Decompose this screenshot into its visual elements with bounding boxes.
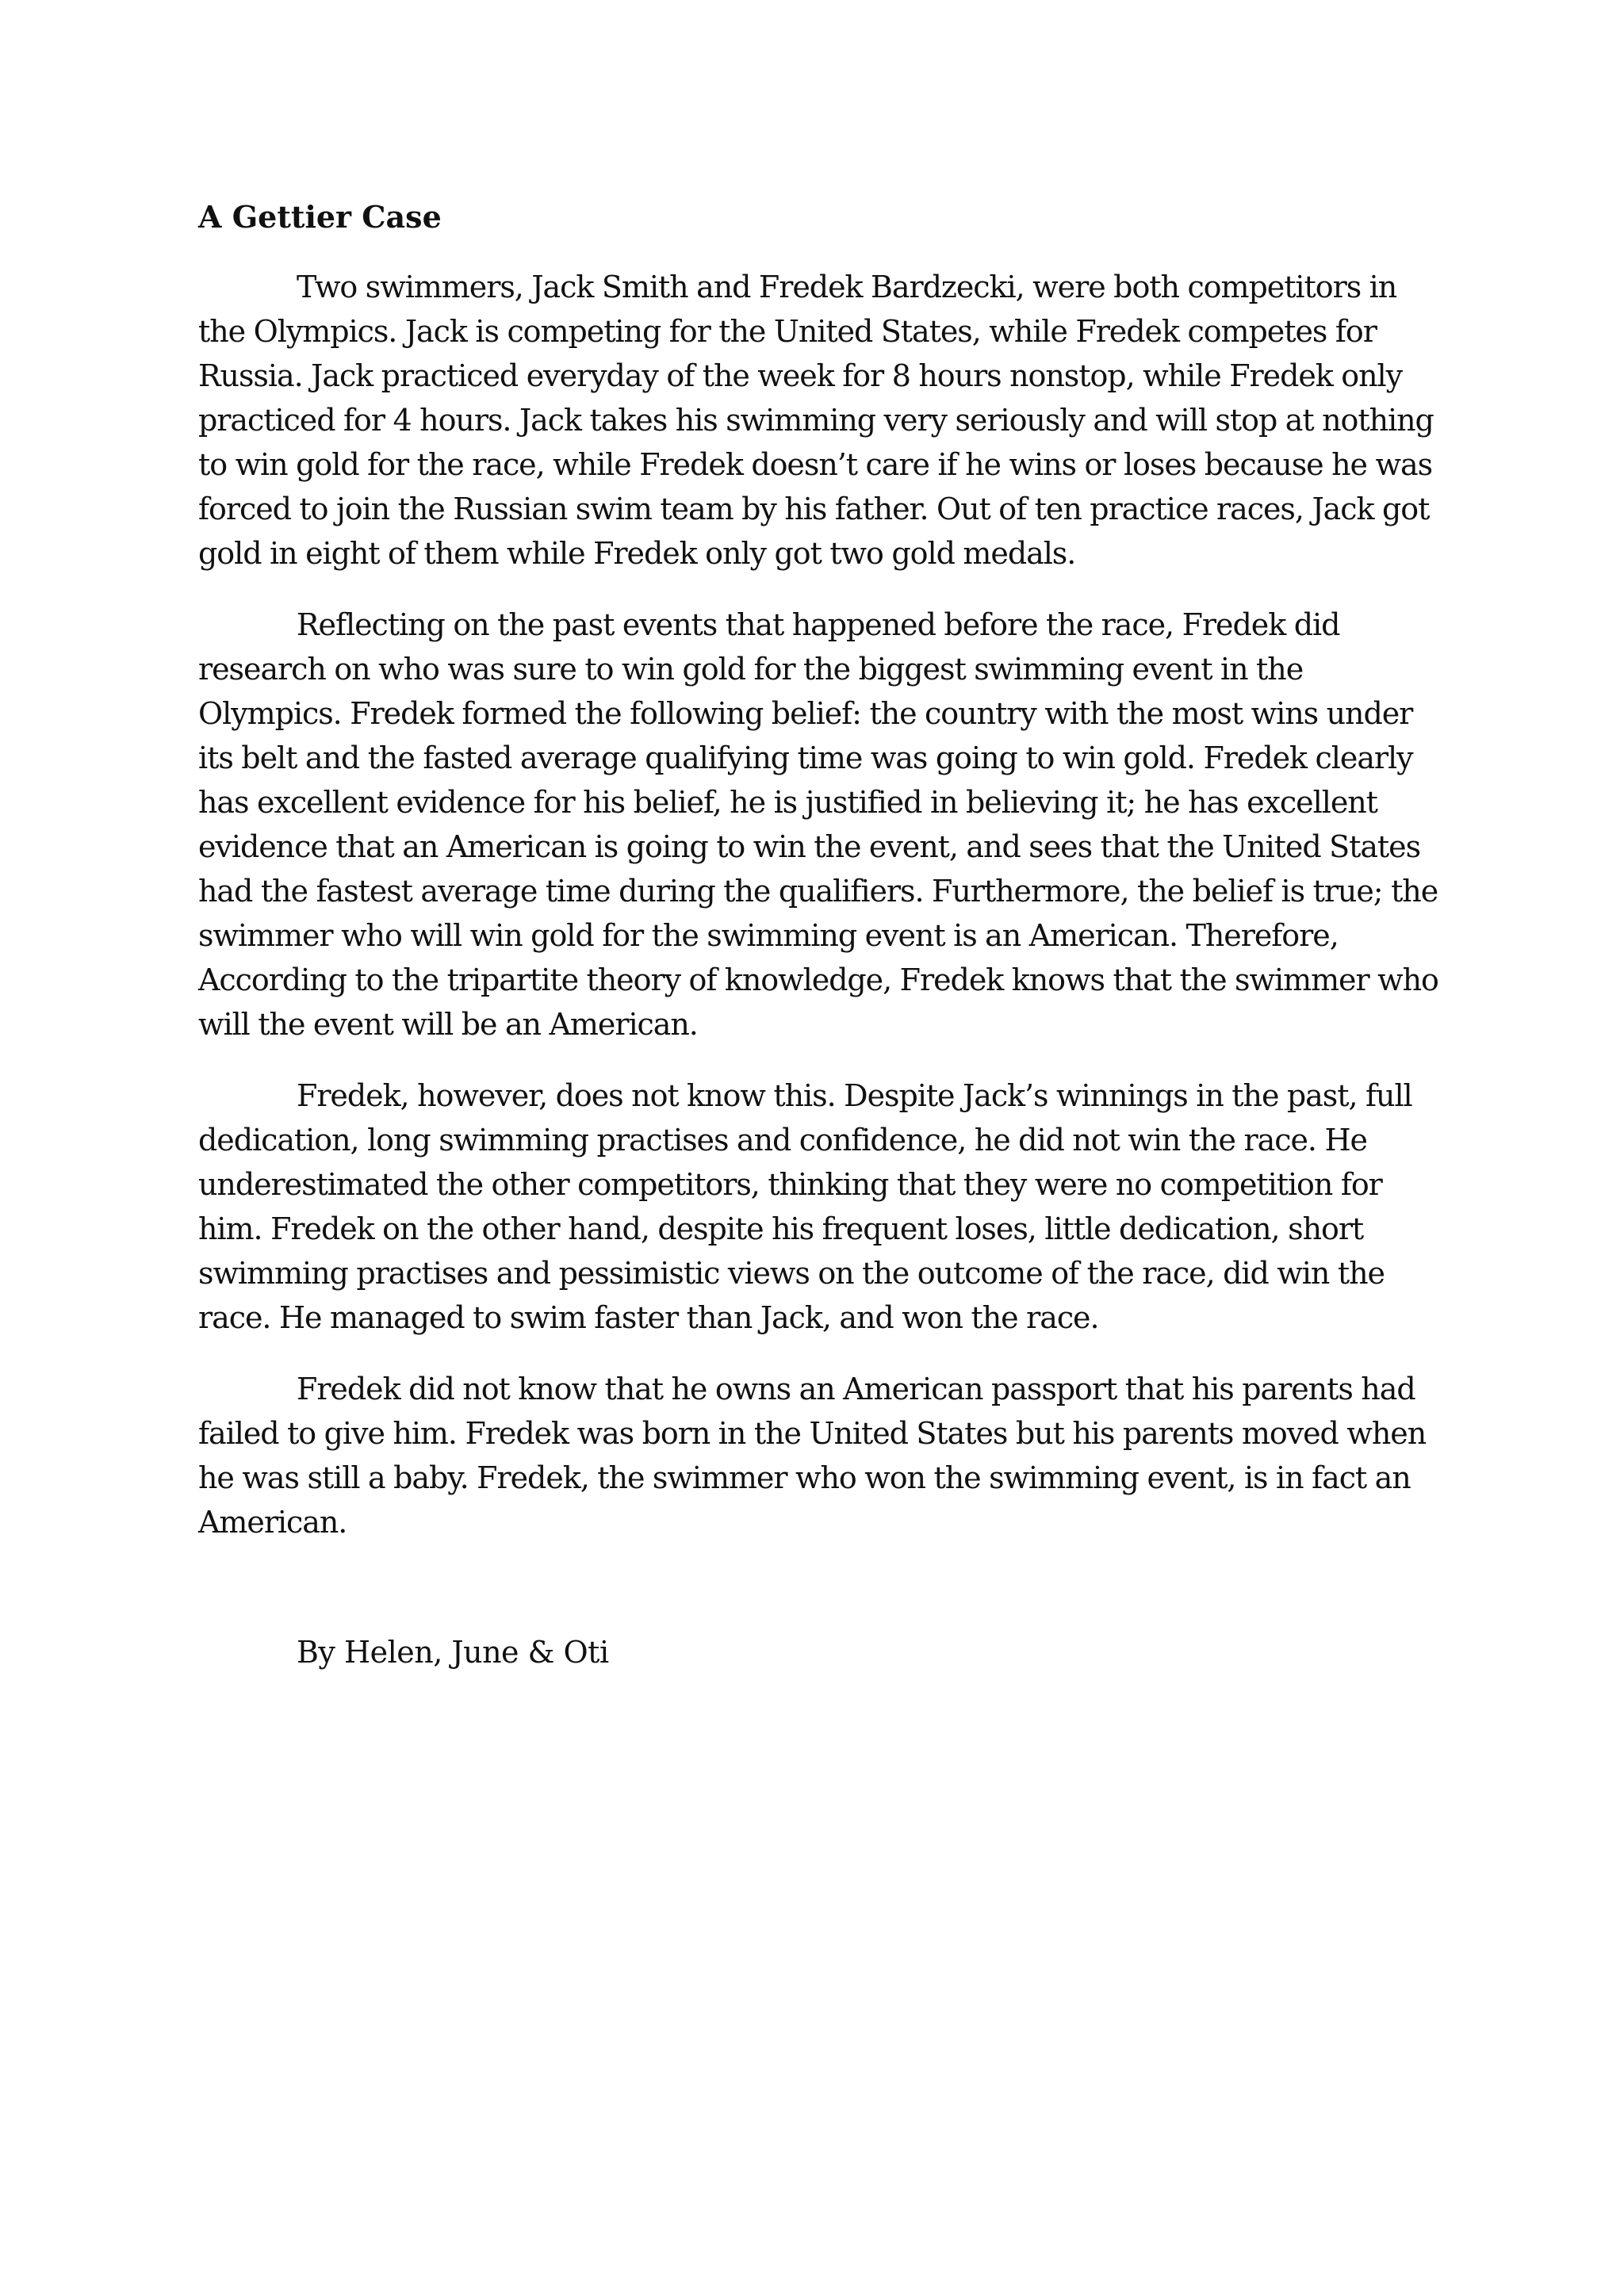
author-byline: By Helen, June & Oti <box>297 1635 609 1670</box>
document-page <box>198 195 1443 1674</box>
paragraph-1: Two swimmers, Jack Smith and Fredek Bardzecki, were both competitors in the Olympics. Jack is competing for the United States, while Fredek competes for Russia. Jack practiced everyday of the week for 8 hours nonstop, while Fredek only practiced for 4 hours. Jack takes his swimming very seriously and will stop at nothing to win gold for the race, while Fredek doesn’t care if he wins or loses because he was forced to join the Russian swim team by his father. Out of ten practice races, Jack got gold in eight of them while Fredek only got two gold medals. <box>198 270 1434 571</box>
document-title: A Gettier Case <box>198 199 442 235</box>
paragraph-3: Fredek, however, does not know this. Despite Jack’s winnings in the past, full dedication, long swimming practises and confidence, he did not win the race. He underestimated the other competitors, thinking that they were no competition for him. Fredek on the other hand, despite his frequent loses, little dedication, short swimming practises and pessimistic views on the outcome of the race, did win the race. He managed to swim faster than Jack, and won the race. <box>198 1078 1412 1335</box>
paragraph-4: Fredek did not know that he owns an American passport that his parents had failed to give him. Fredek was born in the United States but his parents moved when he was still a baby. Fredek, the swimmer who won the swimming event, is in fact an American. <box>198 1372 1427 1540</box>
paragraph-2: Reflecting on the past events that happened before the race, Fredek did research on who was sure to win gold for the biggest swimming event in the Olympics. Fredek formed the following belief: the country with the most wins under its belt and the fasted average qualifying time was going to win gold. Fredek clearly has excellent evidence for his belief, he is justified in believing it; he has excellent evidence that an American is going to win the event, and sees that the United States had the fastest average time during the qualifiers. Furthermore, the belief is true; the swimmer who will win gold for the swimming event is an American. Therefore, According to the tripartite theory of knowledge, Fredek knows that the swimmer who will the event will be an American. <box>198 607 1438 1042</box>
